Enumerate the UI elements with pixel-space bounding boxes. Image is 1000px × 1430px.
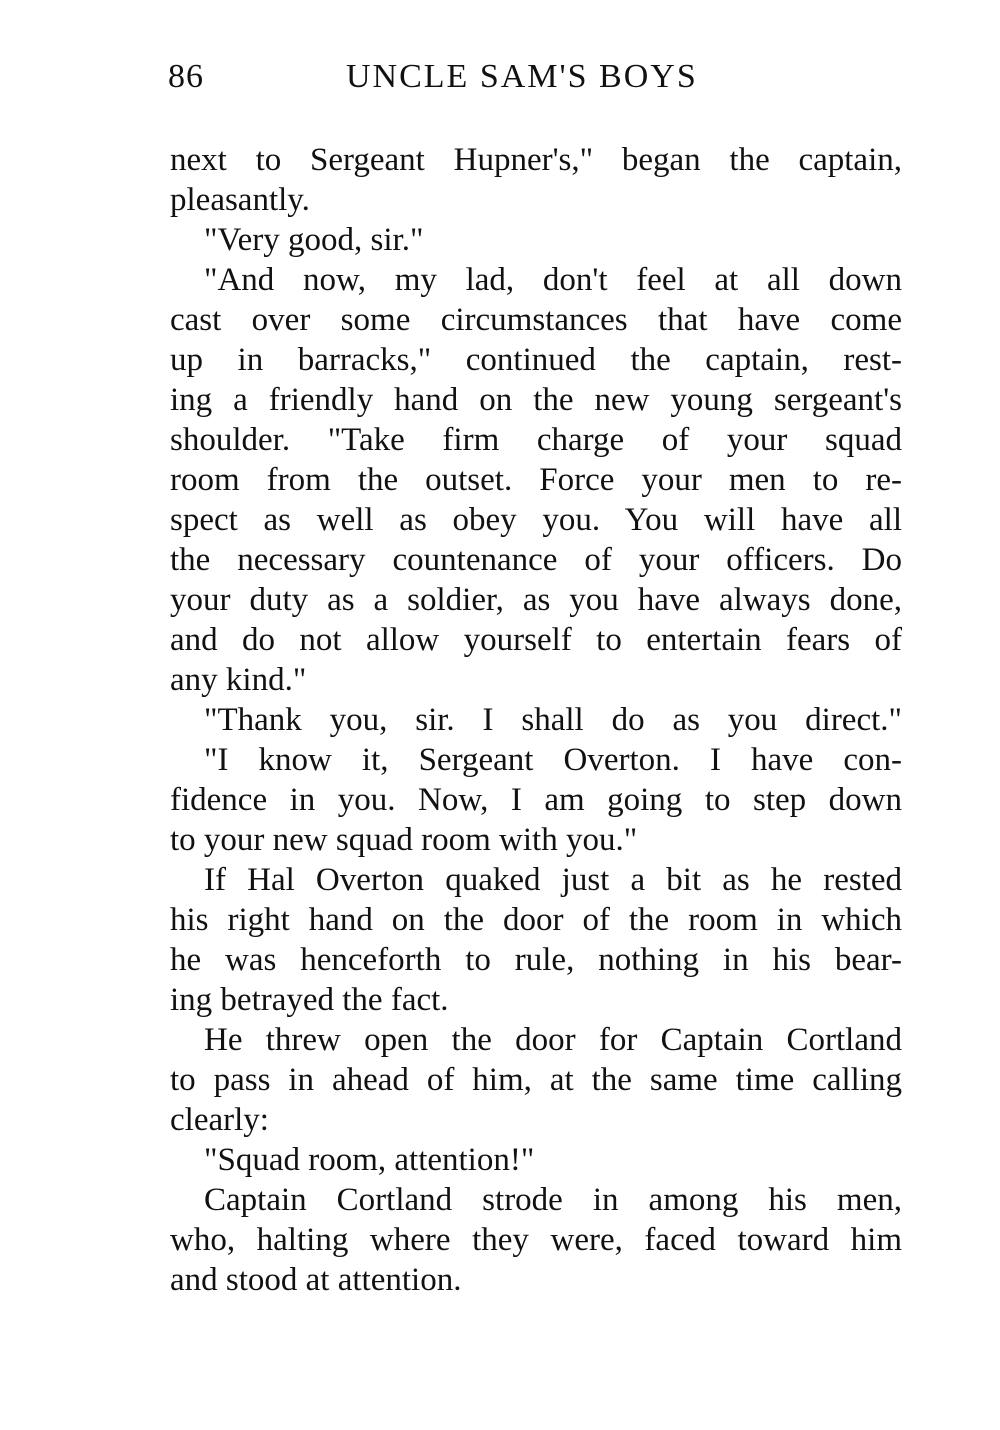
text-line: any kind." — [170, 662, 307, 698]
text-line: shoulder. "Take firm charge of your squad — [170, 422, 902, 458]
text-line: clearly: — [170, 1102, 269, 1138]
text-line: "Squad room, attention!" — [204, 1142, 535, 1178]
text-line: to pass in ahead of him, at the same time calling — [170, 1062, 902, 1098]
page-number: 86 — [168, 58, 204, 95]
text-line: "Thank you, sir. I shall do as you direct." — [204, 702, 902, 738]
text-line: If Hal Overton quaked just a bit as he rested — [204, 862, 902, 898]
text-line: pleasantly. — [170, 182, 310, 218]
text-line: spect as well as obey you. You will have all — [170, 502, 902, 538]
text-line: and stood at attention. — [170, 1262, 462, 1298]
text-line: who, halting where they were, faced toward him — [170, 1222, 902, 1258]
running-title: UNCLE SAM'S BOYS — [346, 58, 698, 95]
text-line: the necessary countenance of your officers. Do — [170, 542, 902, 578]
text-line: to your new squad room with you." — [170, 822, 638, 858]
text-line: "Very good, sir." — [204, 222, 424, 258]
text-line: ing a friendly hand on the new young sergeant's — [170, 382, 902, 418]
text-line: your duty as a soldier, as you have always done, — [170, 582, 902, 618]
running-head — [168, 52, 904, 102]
text-line: cast over some circumstances that have come — [170, 302, 902, 338]
text-line: room from the outset. Force your men to re- — [170, 462, 902, 498]
text-line: his right hand on the door of the room in which — [170, 902, 902, 938]
text-line: he was henceforth to rule, nothing in his bear- — [170, 942, 902, 978]
body-text — [170, 140, 902, 1300]
text-line: Captain Cortland strode in among his men, — [204, 1182, 902, 1218]
text-line: "And now, my lad, don't feel at all down — [204, 262, 902, 298]
text-line: next to Sergeant Hupner's," began the captain, — [170, 142, 902, 178]
text-line: fidence in you. Now, I am going to step down — [170, 782, 902, 818]
text-line: and do not allow yourself to entertain fears of — [170, 622, 902, 658]
text-line: "I know it, Sergeant Overton. I have con- — [204, 742, 902, 778]
text-line: He threw open the door for Captain Cortland — [204, 1022, 902, 1058]
text-line: up in barracks," continued the captain, rest- — [170, 342, 902, 378]
text-line: ing betrayed the fact. — [170, 982, 449, 1018]
